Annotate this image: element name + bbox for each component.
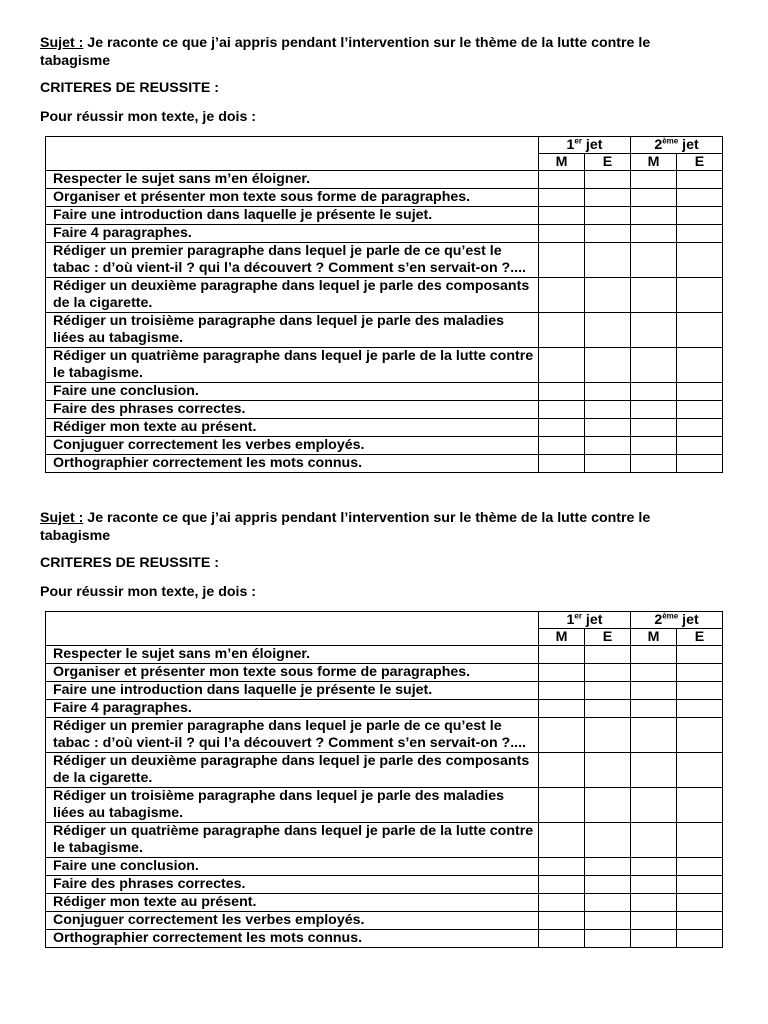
check-cell[interactable] — [677, 278, 723, 313]
table-row — [46, 930, 723, 948]
check-cell[interactable] — [539, 437, 585, 455]
check-cell[interactable] — [677, 823, 723, 858]
check-cell[interactable] — [631, 876, 677, 894]
check-cell[interactable] — [631, 383, 677, 401]
check-cell[interactable] — [631, 171, 677, 189]
criterion-cell: Rédiger un premier paragraphe dans lequel je parle de ce qu’est le tabac : d’où vient-il ? qui l’a découvert ? Comment s’en servait-on ?.... — [46, 243, 539, 278]
criteria-heading: CRITERES DE REUSSITE : — [40, 80, 219, 96]
check-cell[interactable] — [631, 437, 677, 455]
check-cell[interactable] — [631, 313, 677, 348]
worksheet-block-2 — [40, 510, 730, 946]
subject-label: Sujet : — [40, 510, 84, 526]
check-cell[interactable] — [677, 243, 723, 278]
check-cell[interactable] — [677, 858, 723, 876]
table-row — [46, 171, 723, 189]
check-cell[interactable] — [585, 876, 631, 894]
check-cell[interactable] — [585, 718, 631, 753]
check-cell[interactable] — [585, 823, 631, 858]
check-cell[interactable] — [539, 207, 585, 225]
col-header-e-2: E — [677, 154, 723, 171]
check-cell[interactable] — [677, 682, 723, 700]
check-cell[interactable] — [539, 189, 585, 207]
table-row — [46, 313, 723, 348]
criterion-cell: Faire des phrases correctes. — [46, 876, 539, 894]
check-cell[interactable] — [677, 788, 723, 823]
check-cell[interactable] — [677, 664, 723, 682]
table-row — [46, 858, 723, 876]
check-cell[interactable] — [631, 189, 677, 207]
check-cell[interactable] — [631, 894, 677, 912]
check-cell[interactable] — [631, 912, 677, 930]
check-cell[interactable] — [539, 171, 585, 189]
check-cell[interactable] — [539, 278, 585, 313]
table-row — [46, 718, 723, 753]
check-cell[interactable] — [677, 419, 723, 437]
first-draft-header: 1er jet — [539, 612, 631, 629]
table-row — [46, 894, 723, 912]
criterion-cell: Conjuguer correctement les verbes employés. — [46, 912, 539, 930]
criterion-cell: Orthographier correctement les mots connus. — [46, 930, 539, 948]
check-cell[interactable] — [585, 894, 631, 912]
col-header-e-1: E — [585, 154, 631, 171]
first-draft-header: 1er jet — [539, 137, 631, 154]
check-cell[interactable] — [585, 700, 631, 718]
col-header-e-1: E — [585, 629, 631, 646]
check-cell[interactable] — [539, 348, 585, 383]
check-cell[interactable] — [539, 225, 585, 243]
criterion-cell: Rédiger un troisième paragraphe dans lequel je parle des maladies liées au tabagisme. — [46, 313, 539, 348]
check-cell[interactable] — [585, 788, 631, 823]
criterion-cell: Organiser et présenter mon texte sous forme de paragraphes. — [46, 189, 539, 207]
table-row — [46, 225, 723, 243]
criterion-cell: Conjuguer correctement les verbes employés. — [46, 437, 539, 455]
criterion-cell: Rédiger un deuxième paragraphe dans lequel je parle des composants de la cigarette. — [46, 753, 539, 788]
check-cell[interactable] — [677, 930, 723, 948]
table-row — [46, 437, 723, 455]
check-cell[interactable] — [539, 876, 585, 894]
check-cell[interactable] — [631, 225, 677, 243]
check-cell[interactable] — [677, 455, 723, 473]
table-row — [46, 664, 723, 682]
subject-label: Sujet : — [40, 35, 84, 51]
criterion-cell: Faire une conclusion. — [46, 858, 539, 876]
check-cell[interactable] — [539, 646, 585, 664]
criterion-cell: Faire des phrases correctes. — [46, 401, 539, 419]
criterion-cell: Respecter le sujet sans m’en éloigner. — [46, 171, 539, 189]
check-cell[interactable] — [585, 383, 631, 401]
col-header-m-2: M — [631, 629, 677, 646]
check-cell[interactable] — [585, 858, 631, 876]
criterion-cell: Rédiger un premier paragraphe dans lequel je parle de ce qu’est le tabac : d’où vient-il ? qui l’a découvert ? Comment s’en servait-on ?.... — [46, 718, 539, 753]
check-cell[interactable] — [631, 646, 677, 664]
check-cell[interactable] — [677, 207, 723, 225]
check-cell[interactable] — [539, 718, 585, 753]
check-cell[interactable] — [677, 700, 723, 718]
check-cell[interactable] — [677, 401, 723, 419]
col-header-m-1: M — [539, 629, 585, 646]
check-cell[interactable] — [539, 753, 585, 788]
check-cell[interactable] — [677, 313, 723, 348]
criteria-table — [45, 136, 723, 473]
check-cell[interactable] — [585, 225, 631, 243]
subject-line — [40, 510, 724, 545]
check-cell[interactable] — [539, 858, 585, 876]
check-cell[interactable] — [539, 930, 585, 948]
check-cell[interactable] — [585, 664, 631, 682]
criterion-cell: Faire 4 paragraphes. — [46, 700, 539, 718]
criterion-cell: Faire une introduction dans laquelle je présente le sujet. — [46, 682, 539, 700]
check-cell[interactable] — [585, 437, 631, 455]
check-cell[interactable] — [631, 682, 677, 700]
check-cell[interactable] — [539, 682, 585, 700]
col-header-m-2: M — [631, 154, 677, 171]
col-header-m-1: M — [539, 154, 585, 171]
check-cell[interactable] — [677, 894, 723, 912]
table-row — [46, 788, 723, 823]
criterion-cell: Rédiger un troisième paragraphe dans lequel je parle des maladies liées au tabagisme. — [46, 788, 539, 823]
table-row — [46, 419, 723, 437]
check-cell[interactable] — [677, 348, 723, 383]
col-header-e-2: E — [677, 629, 723, 646]
table-row — [46, 207, 723, 225]
second-draft-header: 2ème jet — [631, 137, 723, 154]
second-draft-header: 2ème jet — [631, 612, 723, 629]
check-cell[interactable] — [585, 646, 631, 664]
check-cell[interactable] — [585, 912, 631, 930]
check-cell[interactable] — [631, 823, 677, 858]
table-row — [46, 189, 723, 207]
table-row — [46, 876, 723, 894]
check-cell[interactable] — [585, 313, 631, 348]
check-cell[interactable] — [539, 401, 585, 419]
check-cell[interactable] — [539, 823, 585, 858]
check-cell[interactable] — [539, 419, 585, 437]
criterion-cell: Orthographier correctement les mots connus. — [46, 455, 539, 473]
check-cell[interactable] — [539, 788, 585, 823]
table-header-row — [46, 137, 723, 154]
criterion-cell: Rédiger un deuxième paragraphe dans lequel je parle des composants de la cigarette. — [46, 278, 539, 313]
criterion-cell: Faire 4 paragraphes. — [46, 225, 539, 243]
table-row — [46, 682, 723, 700]
table-row — [46, 455, 723, 473]
instruction-heading: Pour réussir mon texte, je dois : — [40, 109, 257, 125]
criterion-cell: Organiser et présenter mon texte sous forme de paragraphes. — [46, 664, 539, 682]
criterion-cell: Faire une conclusion. — [46, 383, 539, 401]
check-cell[interactable] — [631, 243, 677, 278]
table-row — [46, 278, 723, 313]
subject-line — [40, 35, 724, 70]
check-cell[interactable] — [631, 930, 677, 948]
check-cell[interactable] — [677, 912, 723, 930]
check-cell[interactable] — [631, 348, 677, 383]
check-cell[interactable] — [539, 313, 585, 348]
check-cell[interactable] — [585, 682, 631, 700]
check-cell[interactable] — [631, 401, 677, 419]
check-cell[interactable] — [585, 171, 631, 189]
check-cell[interactable] — [539, 700, 585, 718]
check-cell[interactable] — [677, 718, 723, 753]
check-cell[interactable] — [585, 278, 631, 313]
check-cell[interactable] — [631, 419, 677, 437]
check-cell[interactable] — [539, 243, 585, 278]
criterion-cell: Rédiger mon texte au présent. — [46, 419, 539, 437]
criteria-header-blank — [46, 612, 539, 646]
check-cell[interactable] — [585, 189, 631, 207]
check-cell[interactable] — [585, 401, 631, 419]
table-row — [46, 700, 723, 718]
check-cell[interactable] — [585, 207, 631, 225]
check-cell[interactable] — [585, 419, 631, 437]
table-row — [46, 823, 723, 858]
worksheet-block-1 — [40, 35, 730, 471]
subject-text: Je raconte ce que j’ai appris pendant l’intervention sur le thème de la lutte contre le tabagisme — [40, 35, 651, 69]
check-cell[interactable] — [539, 383, 585, 401]
table-header-row — [46, 612, 723, 629]
subject-text: Je raconte ce que j’ai appris pendant l’intervention sur le thème de la lutte contre le tabagisme — [40, 510, 651, 544]
check-cell[interactable] — [631, 455, 677, 473]
check-cell[interactable] — [677, 753, 723, 788]
table-row — [46, 646, 723, 664]
criteria-header-blank — [46, 137, 539, 171]
check-cell[interactable] — [677, 646, 723, 664]
table-row — [46, 348, 723, 383]
check-cell[interactable] — [677, 171, 723, 189]
check-cell[interactable] — [585, 930, 631, 948]
check-cell[interactable] — [585, 243, 631, 278]
check-cell[interactable] — [677, 437, 723, 455]
criteria-table — [45, 611, 723, 948]
criterion-cell: Respecter le sujet sans m’en éloigner. — [46, 646, 539, 664]
criteria-heading: CRITERES DE REUSSITE : — [40, 555, 219, 571]
check-cell[interactable] — [631, 718, 677, 753]
table-row — [46, 243, 723, 278]
criterion-cell: Rédiger mon texte au présent. — [46, 894, 539, 912]
check-cell[interactable] — [631, 753, 677, 788]
check-cell[interactable] — [631, 858, 677, 876]
check-cell[interactable] — [539, 912, 585, 930]
check-cell[interactable] — [539, 894, 585, 912]
check-cell[interactable] — [631, 664, 677, 682]
check-cell[interactable] — [677, 225, 723, 243]
check-cell[interactable] — [539, 455, 585, 473]
criterion-cell: Rédiger un quatrième paragraphe dans lequel je parle de la lutte contre le tabagisme. — [46, 348, 539, 383]
check-cell[interactable] — [677, 383, 723, 401]
check-cell[interactable] — [631, 788, 677, 823]
check-cell[interactable] — [631, 278, 677, 313]
check-cell[interactable] — [631, 207, 677, 225]
instruction-heading: Pour réussir mon texte, je dois : — [40, 584, 257, 600]
check-cell[interactable] — [585, 753, 631, 788]
table-row — [46, 753, 723, 788]
table-row — [46, 383, 723, 401]
criterion-cell: Faire une introduction dans laquelle je présente le sujet. — [46, 207, 539, 225]
table-row — [46, 401, 723, 419]
criterion-cell: Rédiger un quatrième paragraphe dans lequel je parle de la lutte contre le tabagisme. — [46, 823, 539, 858]
check-cell[interactable] — [677, 189, 723, 207]
check-cell[interactable] — [677, 876, 723, 894]
table-row — [46, 912, 723, 930]
check-cell[interactable] — [585, 348, 631, 383]
check-cell[interactable] — [585, 455, 631, 473]
check-cell[interactable] — [631, 700, 677, 718]
check-cell[interactable] — [539, 664, 585, 682]
